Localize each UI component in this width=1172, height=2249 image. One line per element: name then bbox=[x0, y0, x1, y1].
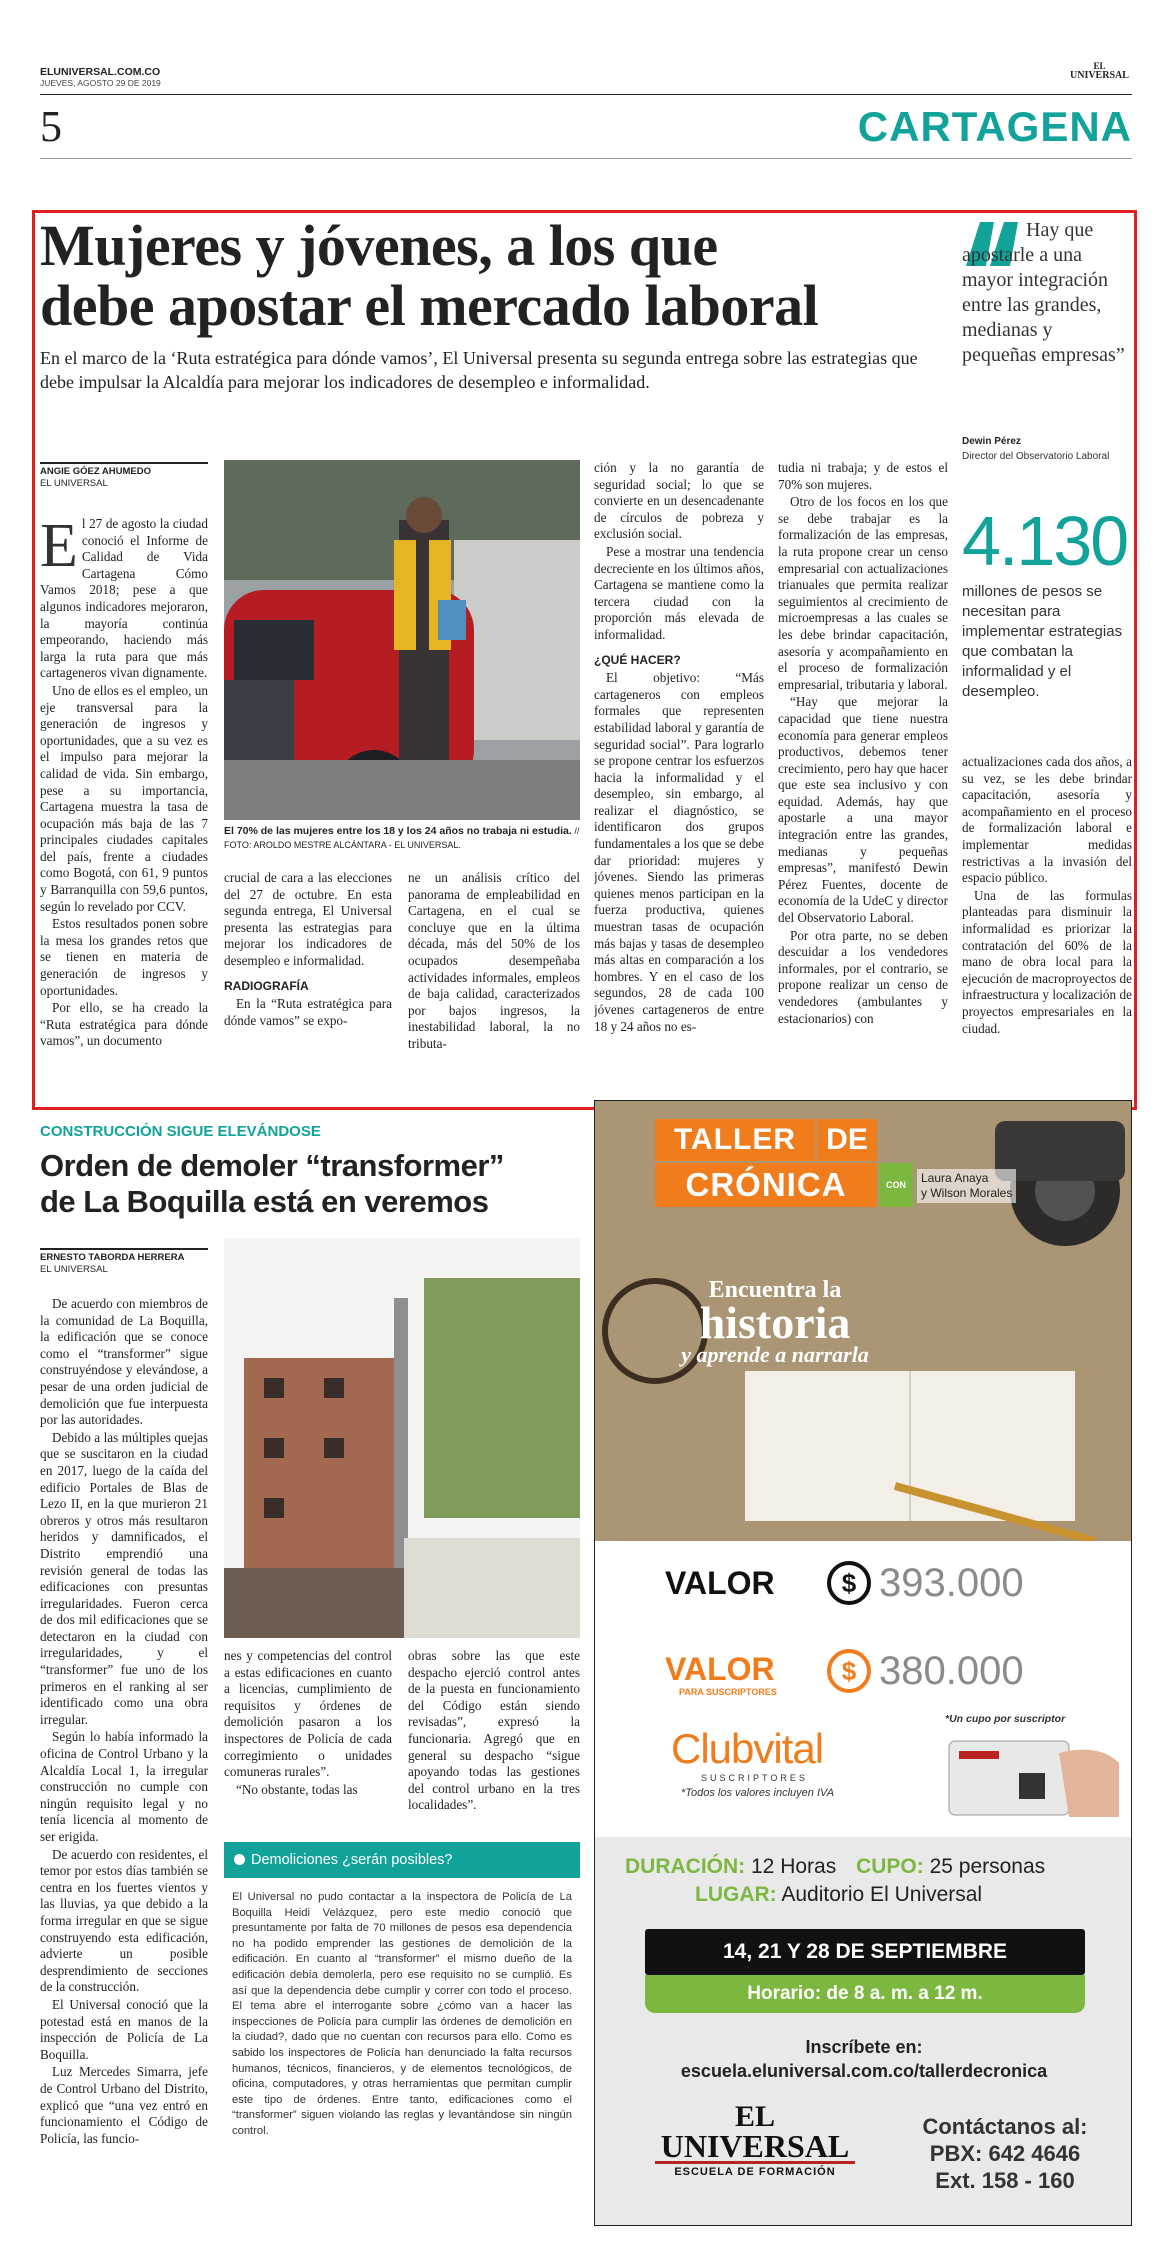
drop-cap: E bbox=[40, 516, 78, 580]
taller-cronica-ad[interactable] bbox=[594, 1100, 1132, 2226]
ad-de: DE bbox=[817, 1119, 877, 1161]
lugar-row: LUGAR: Auditorio El Universal bbox=[695, 1883, 983, 1906]
page-number: 5 bbox=[40, 102, 62, 151]
dates-banner: 14, 21 Y 28 DE SEPTIEMBRE bbox=[645, 1929, 1085, 1975]
masthead-logo: EL UNIVERSAL bbox=[1070, 61, 1129, 81]
demolition-box-header: Demoliciones ¿serán posibles? bbox=[224, 1842, 580, 1878]
contact-block: Contáctanos al: PBX: 642 4646 Ext. 158 - 160 bbox=[922, 2114, 1088, 2193]
main-headline: Mujeres y jóvenes, a los que debe apostar el mercado laboral bbox=[40, 213, 819, 338]
second-col-3: obras sobre las que este despacho ejerció control antes de la puesta en funcionamiento del Código están siendo revisadas”, expresó la funcionaria. Agregó que en general su despacho “sigue apoyando todas las gestiones del control urbano en la tres localidades”. bbox=[408, 1648, 580, 1813]
iva-note: *Todos los valores incluyen IVA bbox=[681, 1787, 835, 1799]
duracion-row: DURACIÓN: 12 Horas CUPO: 25 personas bbox=[625, 1855, 1046, 1878]
valor-price: 393.000 bbox=[879, 1561, 1024, 1605]
stat-text: millones de pesos se necesitan para implementar estrategias que combatan la informalidad y el desempleo. bbox=[962, 583, 1123, 700]
main-photo bbox=[224, 460, 580, 820]
clubvital-sub: SUSCRIPTORES bbox=[701, 1773, 808, 1783]
dollar-orange-icon: $ bbox=[827, 1649, 871, 1693]
dollar-icon: $ bbox=[827, 1561, 871, 1605]
issue-date: JUEVES, AGOSTO 29 DE 2019 bbox=[40, 78, 161, 88]
universal-logo: EL UNIVERSAL ESCUELA DE FORMACIÓN bbox=[655, 2103, 855, 2178]
ad-cronica: CRÓNICA bbox=[655, 1163, 877, 1207]
second-col-2: nes y competencias del control a estas edificaciones en cuanto a licencias, cumplimiento de requisitos y órdenes de demolición pasaron a los inspectores de Policía de cada corregimiento o unidades comuneras rurales”. “No obstante, todas las bbox=[224, 1648, 392, 1797]
section-rule bbox=[40, 158, 1132, 159]
card-image bbox=[939, 1733, 1119, 1817]
main-lead: En el marco de la ‘Ruta estratégica para dónde vamos’, El Universal presenta su segunda entrega sobre las estrategias que debe impulsar la Alcaldía para mejorar los indicadores de desempleo e informalidad. bbox=[40, 348, 918, 392]
ad-con: CON bbox=[879, 1163, 913, 1207]
building-photo bbox=[224, 1238, 580, 1638]
main-col-1: El 27 de agosto la ciudad conoció el Informe de Calidad de Vida Cartagena Cómo Vamos 2018; pese a que algunos indicadores mejoraron, la mayoría continúa empeorando, haciendo más larga la ruta para que más cartageneros vivan dignamente. Uno de ellos es el empleo, un eje transversal para la generación de ingresos y oportunidades, que a su vez es el impulso para mejorar la calidad de vida. Sin embargo, pese a su importancia, Cartagena muestra la tasa de ocupación más baja de las 7 principales ciudades capitales del país, frente a ciudades como Bogotá, con 61, 9 puntos y Barranquilla con 59,6 puntos, según lo revelado por CCV. Estos resultados ponen sobre la mesa los grandes retos que se tienen en materia de generación de ingresos y oportunidades. Por ello, se ha creado la “Ruta estratégica para dónde vamos”, un documento bbox=[40, 516, 208, 1049]
inscribete-url[interactable]: escuela.eluniversal.com.co/tallerdecronica bbox=[680, 2061, 1048, 2081]
main-col-2: crucial de cara a las elecciones del 27 de octubre. En esta segunda entrega, El Universal presenta las estrategias para mejorar los indicadores de desempleo e informalidad. RADIOGRAFÍA En la “Ruta estratégica para dónde vamos” se expo- bbox=[224, 870, 392, 1028]
bullet-icon bbox=[234, 1854, 245, 1865]
main-col-3: ne un análisis crítico del panorama de empleabilidad en Cartagena, en el cual se concluye que en la última década, más del 50% de los ocupados desempeñaba actividades informales, empleos de baja calidad, caracterizados por bajos ingresos, la inestabilidad laboral, la no tributa- bbox=[408, 870, 580, 1051]
stat-number: 4.130 bbox=[962, 502, 1128, 580]
second-col-1: De acuerdo con miembros de la comunidad de La Boquilla, la edificación que se conoce como el “transformer” sigue construyéndose y elevándose, a pesar de una orden judicial de demolición que fue interpuesta por las autoridades. Debido a las múltiples quejas que se suscitaron en la ciudad en 2017, luego de la caída del edificio Portales de Blas de Lezo II, en la que murieron 21 obreros y otros más resultaron heridos y damnificados, el Distrito emprendió una revisión general de todas las edificaciones con presuntas irregularidades. Fueron cerca de dos mil edificaciones que se detectaron en la ciudad con irregularidades, y el “transformer” fue uno de los primeros en el ranking al ser identificado como una obra irregular. Según lo había informado la oficina de Control Urbano y la Alcaldía Local 1, la irregular construcción no cumple con ningún requisito legal y no tenía licencia al momento de ser erigida. De acuerdo con residentes, el temor por estos días también se centra en los fuertes vientos y las lluvias, ya que debido a la forma irregular en que se sigue construyendo esta edificación, advierte un posible desprendimiento de secciones de la construcción. El Universal conoció que la potestad está en manos de la inspección de Policía de La Boquilla. Luz Mercedes Simarra, jefe de Control Urbano del Distrito, explicó que “una vez entró en funcionamiento el Código de Policía, las funcio- bbox=[40, 1296, 208, 2146]
second-kicker: CONSTRUCCIÓN SIGUE ELEVÁNDOSE bbox=[40, 1123, 321, 1140]
horario-banner: Horario: de 8 a. m. a 12 m. bbox=[645, 1975, 1085, 2013]
quote-role: Director del Observatorio Laboral bbox=[962, 451, 1110, 462]
second-byline: ERNESTO TABORDA HERRERA EL UNIVERSAL bbox=[40, 1248, 208, 1276]
site-name: ELUNIVERSAL.COM.CO bbox=[40, 66, 161, 78]
masthead-rule bbox=[40, 94, 1132, 95]
inscribete-label: Inscríbete en: bbox=[805, 2037, 923, 2057]
section-title: CARTAGENA bbox=[857, 103, 1132, 150]
second-headline: Orden de demoler “transformer” de La Boquilla está en veremos bbox=[40, 1148, 504, 1219]
ad-tagline: Encuentra la historia y aprende a narrarla bbox=[681, 1277, 869, 1367]
clubvital-logo: Clubvital bbox=[671, 1725, 824, 1772]
cupo-note: *Un cupo por suscriptor bbox=[945, 1713, 1066, 1725]
valor-sus-price: 380.000 bbox=[879, 1649, 1024, 1693]
main-col-4: ción y la no garantía de seguridad social; lo que se convierte en un desencadenante de círculos de pobreza y exclusión social. Pese a mostrar una tendencia decreciente en los últimos años, Cartagena se mantiene como la tercera ciudad con la proporción más elevada de informalidad. ¿QUÉ HACER? El objetivo: “Más cartageneros con empleos formales que representen estabilidad laboral y garantía de seguridad social”. Para lograrlo se propone centrar los esfuerzos hacia la informalidad y el desempleo, sin embargo, al realizar el diagnóstico, se identificaron dos grupos fundamentales a los que se debe dar prioridad: mujeres y jóvenes. Siendo las primeras quienes menos participan en la fuerza productiva, quienes muestran tasas de ocupación más bajas y tasas de desempleo más altas en comparación a los hombres. Y en el caso de los segundos, 28 de cada 100 jóvenes cartageneros de entre 18 y 24 años no es- bbox=[594, 460, 764, 1034]
valor-sus-sub: PARA SUSCRIPTORES bbox=[679, 1687, 777, 1697]
ad-taller: TALLER bbox=[655, 1119, 815, 1161]
quote-author: Dewin Pérez bbox=[962, 436, 1021, 447]
main-col-5: tudia ni trabaja; y de estos el 70% son mujeres. Otro de los focos en los que se debe trabajar es la formalización de las empresas, la ruta propone crear un censo empresarial con actualizaciones trianuales que permita realizar seguimientos al crecimiento de microempresas a las cuales se les debe brindar capacitación, asesoría y acompañamiento en el proceso de formalización empresarial, tributaria y laboral. “Hay que mejorar la capacidad que tiene nuestra economía para generar empleos productivos, debemos tener crecimiento, pero hay que hacer que este sea inclusivo y con equidad. Además, hay que apostarle a una mayor integración entre las grandes, medianas y pequeñas empresas”, manifestó Dewin Pérez Fuentes, docente de economía de la UdeC y director del Observatorio Laboral. Por otra parte, no se deben descuidar a los vendedores informales, por el contrario, se propone realizar un censo de vendedores (ambulantes y estacionarios) con bbox=[778, 460, 948, 1026]
photo-caption: El 70% de las mujeres entre los 18 y los 24 años no trabaja ni estudia. // FOTO: AROLDO MESTRE ALCÁNTARA - EL UNIVERSAL. bbox=[224, 825, 580, 850]
main-col-6: actualizaciones cada dos años, a su vez, se les debe brindar capacitación, asesoría y acompañamiento en el proceso de formalización laboral e implementar medidas restrictivas a la invasión del espacio público. Una de las formulas planteadas para disminuir la informalidad es priorizar la contratación del 60% de la mano de obra local para la ejecución de macroproyectos de infraestructura y localización de proyectos empresariales en la ciudad. bbox=[962, 754, 1132, 1036]
pull-quote: Hay que apostarle a una mayor integración entre las grandes, medianas y pequeñas empresas” bbox=[962, 219, 1125, 366]
ad-hosts: Laura Anaya y Wilson Morales bbox=[917, 1169, 1016, 1203]
valor-sus-label: VALOR bbox=[665, 1651, 775, 1687]
valor-label: VALOR bbox=[665, 1565, 775, 1601]
demolition-box-text: El Universal no pudo contactar a la inspectora de Policía de La Boquilla Heidi Velázquez, pero este medio conoció que presuntamente por falta de 70 millones de pesos esa dependencia no ha podido emprender las gestiones de demolición de la edificación. En cuanto al “transformer” el mismo dueño de la edificación debía demolerla, pero ese requisito no se cumplió. Es así que la dependencia debe cumplir y correr con todo el proceso. El tema abre el interrogante sobre ¿cómo van a hacer las inspecciones de Policía para cumplir las órdenes de demolición en la ciudad?, dado que no cuentan con recursos para ello. Como es sabido los inspectores de Policía han denunciado la falta recursos humanos, técnicos, financieros, y de elementos tecnológicos, de oficina, computadores, y otras herramientas que permitan cumplir este tipo de órdenes. Entre tanto, edificaciones como el “transformer” siguen violando las reglas y levantándose sin ningún control. bbox=[232, 1891, 572, 2137]
main-byline: ANGIE GÓEZ AHUMEDO EL UNIVERSAL bbox=[40, 462, 208, 490]
